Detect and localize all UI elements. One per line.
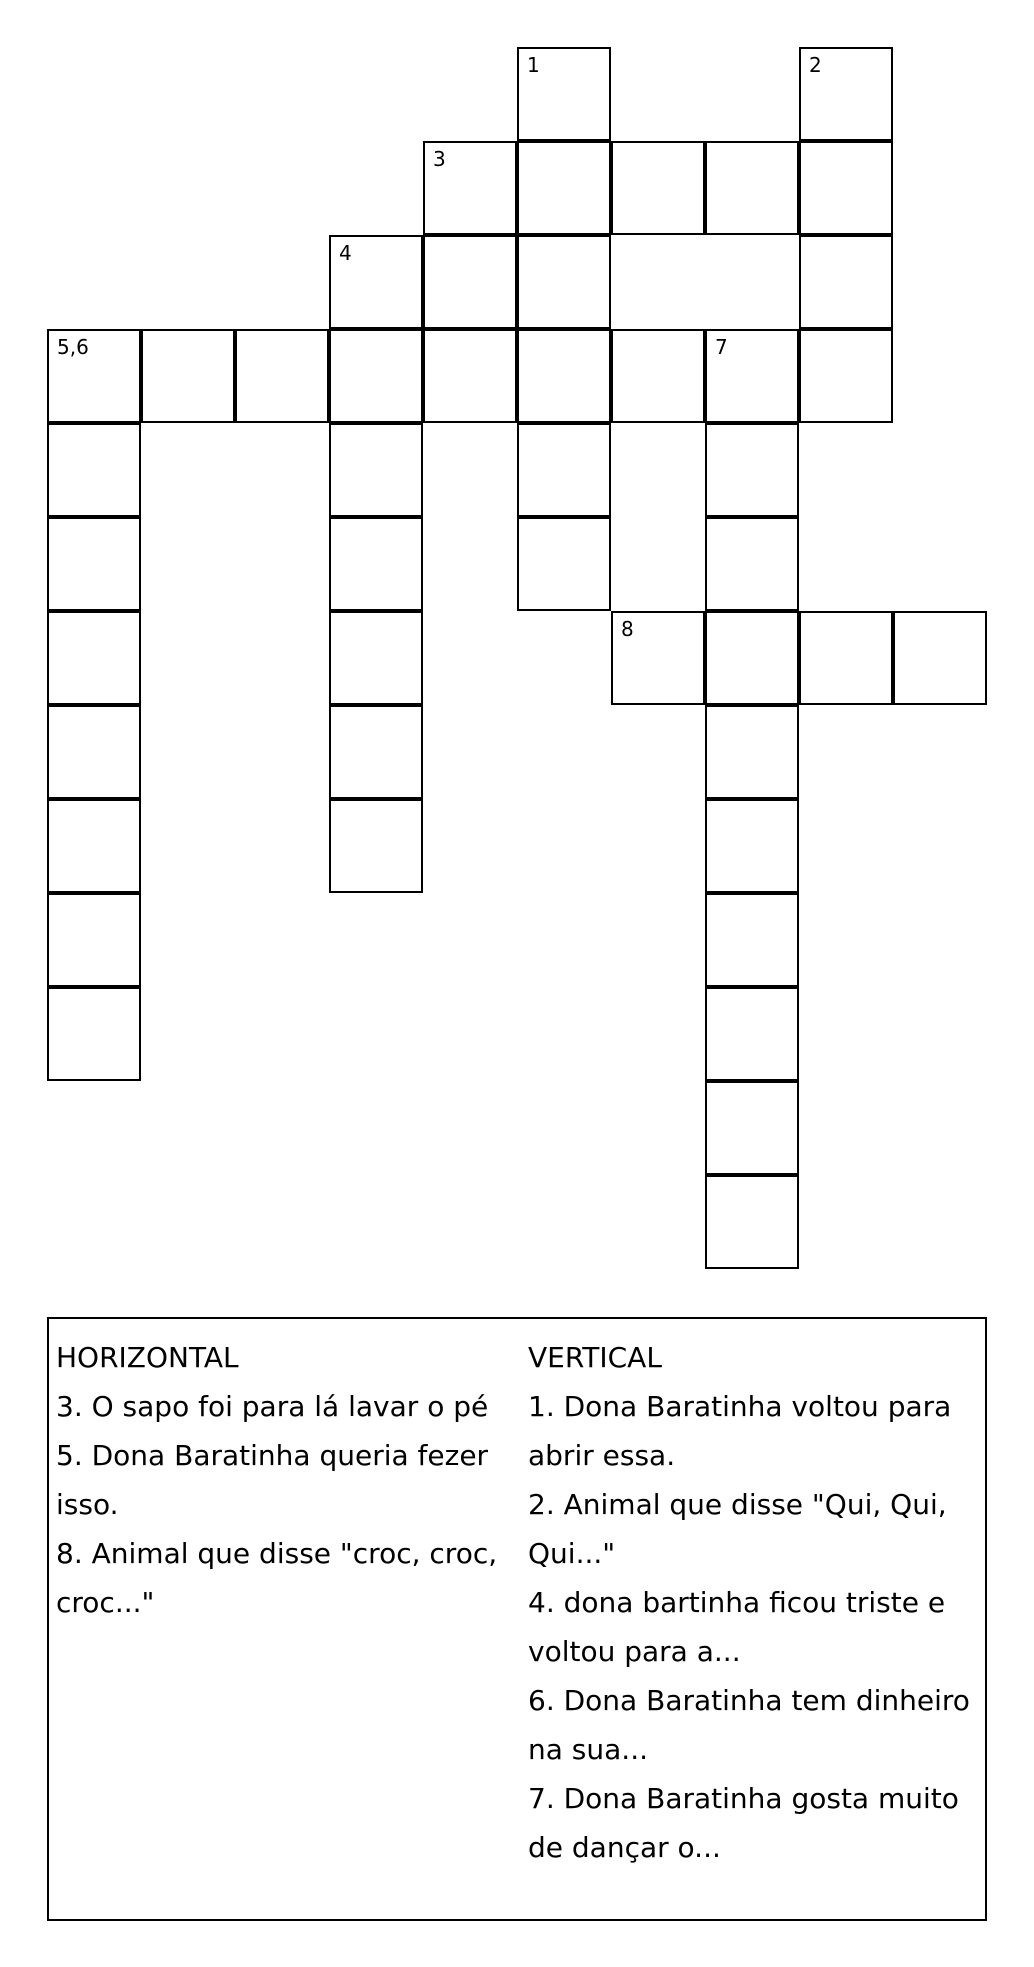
crossword-cell[interactable] bbox=[517, 47, 611, 141]
crossword-cell[interactable] bbox=[705, 517, 799, 611]
crossword-cell[interactable] bbox=[47, 705, 141, 799]
crossword-cell[interactable] bbox=[705, 893, 799, 987]
crossword-cell[interactable] bbox=[611, 611, 705, 705]
crossword-cell[interactable] bbox=[423, 329, 517, 423]
clue-number: 8 bbox=[621, 617, 634, 641]
crossword-cell[interactable] bbox=[705, 141, 799, 235]
crossword-cell[interactable] bbox=[517, 329, 611, 423]
crossword-cell[interactable] bbox=[611, 329, 705, 423]
horizontal-clues bbox=[56, 1333, 516, 1627]
crossword-cell[interactable] bbox=[799, 329, 893, 423]
crossword-cell[interactable] bbox=[705, 987, 799, 1081]
crossword-cell[interactable] bbox=[705, 1175, 799, 1269]
crossword-cell[interactable] bbox=[47, 611, 141, 705]
clue-3: 3. O sapo foi para lá lavar o pé bbox=[56, 1390, 489, 1423]
crossword-cell[interactable] bbox=[47, 799, 141, 893]
crossword-cell[interactable] bbox=[329, 611, 423, 705]
clue-6: 6. Dona Baratinha tem dinheiro na sua... bbox=[528, 1684, 970, 1766]
crossword-cell[interactable] bbox=[517, 423, 611, 517]
clue-number: 3 bbox=[433, 147, 446, 171]
clues-box bbox=[47, 1317, 987, 1921]
clue-5: 5. Dona Baratinha queria fezer isso. bbox=[56, 1439, 489, 1521]
crossword-cell[interactable] bbox=[329, 235, 423, 329]
horizontal-heading: HORIZONTAL bbox=[56, 1341, 239, 1374]
crossword-cell[interactable] bbox=[47, 517, 141, 611]
crossword-cell[interactable] bbox=[329, 329, 423, 423]
crossword-cell[interactable] bbox=[47, 329, 141, 423]
crossword-cell[interactable] bbox=[423, 235, 517, 329]
crossword-cell[interactable] bbox=[705, 329, 799, 423]
clue-number: 4 bbox=[339, 241, 352, 265]
crossword-cell[interactable] bbox=[517, 141, 611, 235]
crossword-cell[interactable] bbox=[47, 893, 141, 987]
crossword-cell[interactable] bbox=[47, 987, 141, 1081]
clue-number: 2 bbox=[809, 53, 822, 77]
crossword-cell[interactable] bbox=[423, 141, 517, 235]
crossword-cell[interactable] bbox=[705, 1081, 799, 1175]
crossword-cell[interactable] bbox=[799, 611, 893, 705]
clue-4: 4. dona bartinha ficou triste e voltou para a... bbox=[528, 1586, 946, 1668]
crossword-cell[interactable] bbox=[329, 799, 423, 893]
crossword-cell[interactable] bbox=[705, 705, 799, 799]
clue-2: 2. Animal que disse "Qui, Qui, Qui..." bbox=[528, 1488, 947, 1570]
crossword-cell[interactable] bbox=[329, 517, 423, 611]
crossword-cell[interactable] bbox=[517, 517, 611, 611]
crossword-cell[interactable] bbox=[705, 423, 799, 517]
vertical-clues bbox=[528, 1333, 978, 1872]
crossword-cell[interactable] bbox=[705, 611, 799, 705]
crossword-cell[interactable] bbox=[329, 705, 423, 799]
clue-1: 1. Dona Baratinha voltou para abrir essa. bbox=[528, 1390, 952, 1472]
clue-7: 7. Dona Baratinha gosta muito de dançar o... bbox=[528, 1782, 959, 1864]
vertical-heading: VERTICAL bbox=[528, 1341, 662, 1374]
crossword-cell[interactable] bbox=[235, 329, 329, 423]
crossword-cell[interactable] bbox=[611, 141, 705, 235]
clue-8: 8. Animal que disse "croc, croc, croc..." bbox=[56, 1537, 498, 1619]
crossword-cell[interactable] bbox=[799, 141, 893, 235]
crossword-cell[interactable] bbox=[47, 423, 141, 517]
clue-number: 5,6 bbox=[57, 335, 89, 359]
crossword-cell[interactable] bbox=[329, 423, 423, 517]
crossword-cell[interactable] bbox=[517, 235, 611, 329]
clue-number: 7 bbox=[715, 335, 728, 359]
crossword-cell[interactable] bbox=[705, 799, 799, 893]
crossword-cell[interactable] bbox=[893, 611, 987, 705]
crossword-cell[interactable] bbox=[141, 329, 235, 423]
crossword-cell[interactable] bbox=[799, 47, 893, 141]
crossword-cell[interactable] bbox=[799, 235, 893, 329]
clue-number: 1 bbox=[527, 53, 540, 77]
